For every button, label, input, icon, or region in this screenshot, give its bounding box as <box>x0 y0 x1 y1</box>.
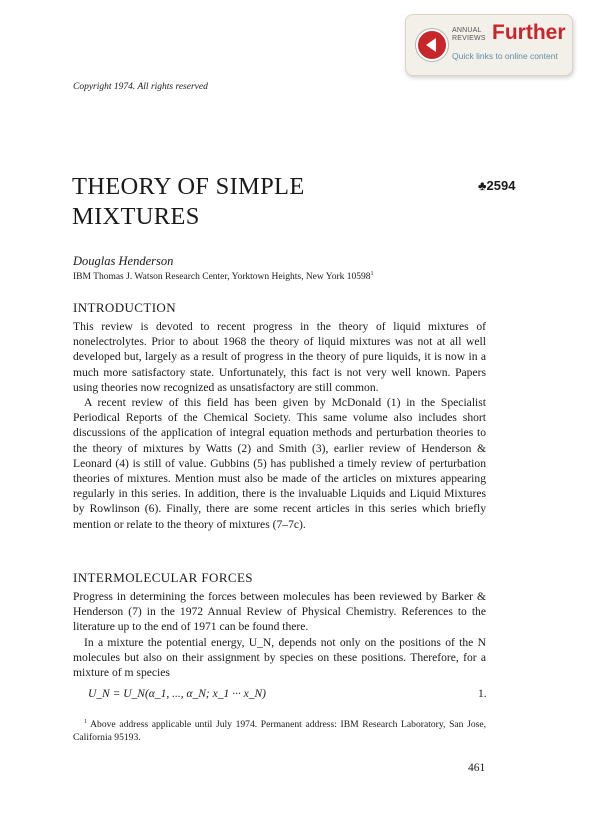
paragraph: This review is devoted to recent progress in the theory of liquid mixtures of nonelectrolytes. Prior to about 1968 the theory of liquid mixtures was not at all well developed but, largely as a result of progress in the theory of pure liquids, it is now in a much more satisfactory state. Unfortunately, this fact is not very well known. Papers using theories now recognized as unsatisfactory are still common. <box>73 320 486 394</box>
section-heading-introduction: INTRODUCTION <box>73 300 177 315</box>
badge-reviews-label: REVIEWS <box>452 35 486 42</box>
footnote-mark: 1 <box>84 719 87 725</box>
page-number: 461 <box>468 762 486 774</box>
author-name: Douglas Henderson <box>73 254 174 268</box>
affiliation-footnote-mark: 1 <box>370 271 374 277</box>
section-body-introduction <box>73 319 486 532</box>
paragraph: In a mixture the potential energy, U_N, depends not only on the positions of the N molecules but also on their assignment by species on these positions. Therefore, for a mixture of m species <box>73 635 486 680</box>
article-title: THEORY OF SIMPLE MIXTURES <box>72 173 305 230</box>
footnote <box>73 716 486 744</box>
badge-further-label[interactable]: Further <box>492 21 566 44</box>
annual-reviews-further-badge[interactable] <box>405 14 573 76</box>
equation: U_N = U_N(α_1, ..., α_N; x_1 ··· x_N) <box>88 688 266 700</box>
section-heading-intermolecular-forces: INTERMOLECULAR FORCES <box>73 570 253 585</box>
affiliation-text: IBM Thomas J. Watson Research Center, Yorktown Heights, New York 10598 <box>73 272 371 283</box>
section-body-intermolecular-forces <box>73 589 486 680</box>
article-code: ♣2594 <box>478 178 516 193</box>
badge-quick-links-label[interactable]: Quick links to online content <box>452 51 558 61</box>
paragraph: A recent review of this field has been given by McDonald (1) in the Specialist Periodical Reports of the Chemical Society. This same volume also includes short discussions of the application of integral equation methods and perturbation theories to the theory of mixtures by Watts (2) and Smith (3), earlier review of Henderson & Leonard (4) is still of value. Gubbins (5) has published a timely review of perturbation theories of mixtures. Mention must also be made of the articles on mixtures appearing regularly in this series. In addition, there is the invaluable Liquids and Liquid Mixtures by Rowlinson (6). Finally, there are some recent articles in this series which briefly mention or relate to the theory of mixtures (7–7c). <box>73 396 486 531</box>
equation-number: 1. <box>478 688 487 700</box>
footnote-text: Above address applicable until July 1974. Permanent address: IBM Research Laboratory, San Jose, California 95193. <box>73 719 487 744</box>
author-affiliation <box>73 271 373 282</box>
back-arrow-icon[interactable] <box>416 29 448 61</box>
copyright-notice: Copyright 1974. All rights reserved <box>73 82 208 92</box>
badge-annual-label: ANNUAL <box>452 27 482 34</box>
paragraph: Progress in determining the forces between molecules has been reviewed by Barker & Henderson (7) in the 1972 Annual Review of Physical Chemistry. References to the literature up to the end of 1971 can be found there. <box>73 590 486 634</box>
